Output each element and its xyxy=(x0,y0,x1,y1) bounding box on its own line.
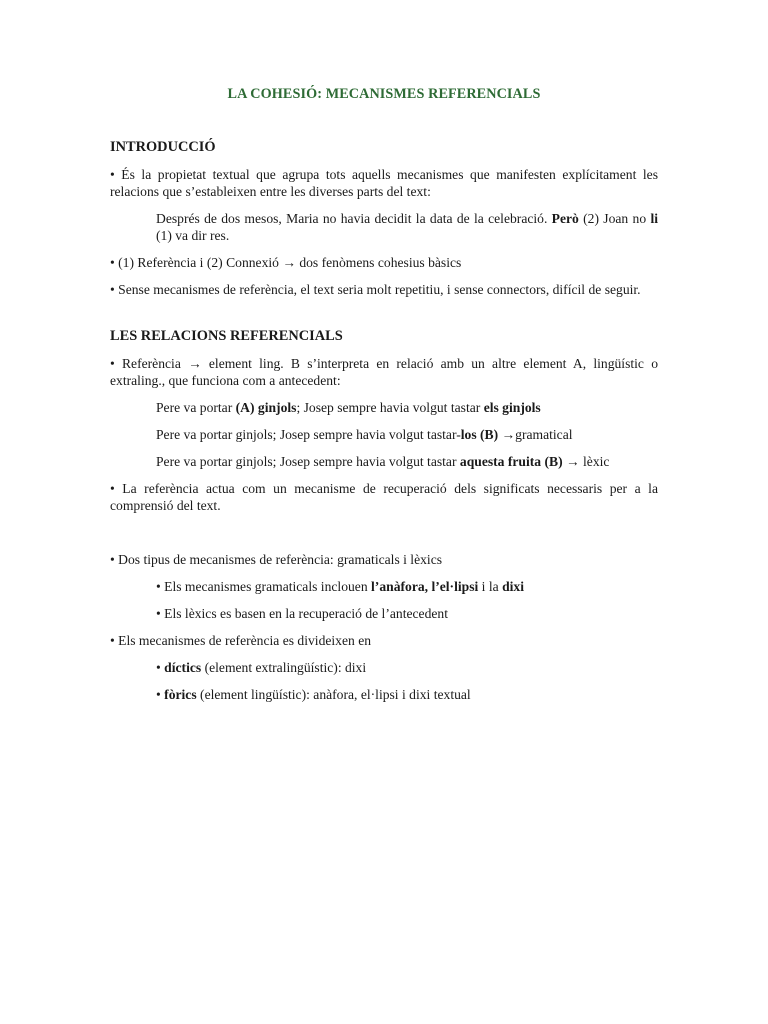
intro-example xyxy=(156,210,658,244)
example-text: →gramatical xyxy=(498,427,573,442)
list-text: (element lingüístic): anàfora, el·lipsi i dixi textual xyxy=(196,687,471,702)
example-text: Pere va portar ginjols; Josep sempre havia volgut tastar xyxy=(156,454,460,469)
example-text: Després de dos mesos, Maria no havia decidit la data de la celebració. xyxy=(156,211,552,226)
example-text: → lèxic xyxy=(562,454,610,469)
relacions-example-3 xyxy=(156,453,658,470)
list-text: • xyxy=(156,660,165,675)
intro-paragraph-2: • (1) Referència i (2) Connexió → dos fenòmens cohesius bàsics xyxy=(110,255,462,270)
section-gap xyxy=(110,308,658,328)
tipus-paragraph-1: • Dos tipus de mecanismes de referència: gramaticals i lèxics xyxy=(110,552,443,567)
page-title: LA COHESIÓ: MECANISMES REFERENCIALS xyxy=(227,86,541,102)
example-text: (1) va dir res. xyxy=(156,228,230,243)
example-bold: aquesta fruita (B) xyxy=(459,454,563,469)
example-bold-connector: Però xyxy=(551,211,579,226)
list-text: i la xyxy=(478,579,503,594)
list-text: • Els mecanismes gramaticals inclouen xyxy=(156,579,372,594)
relacions-paragraph-2: • La referència actua com un mecanisme de recuperació dels significats necessaris per a la comprensió del text. xyxy=(110,481,658,513)
list-bold: dixi xyxy=(502,579,524,594)
list-text: • xyxy=(156,687,165,702)
section-heading-relacions: LES RELACIONS REFERENCIALS xyxy=(110,328,343,344)
tipus-sub-forics xyxy=(156,686,658,703)
tipus-paragraph-2: • Els mecanismes de referència es divideixen en xyxy=(110,633,372,648)
section-heading-introduccio: INTRODUCCIÓ xyxy=(110,139,216,155)
list-bold: díctics xyxy=(164,660,202,675)
example-bold: (A) ginjols xyxy=(235,400,297,415)
intro-paragraph-1: • És la propietat textual que agrupa tots aquells mecanismes que manifesten explícitament les relacions que s’estableixen entre les diverses parts del text: xyxy=(110,167,658,199)
example-bold: los (B) xyxy=(460,427,499,442)
list-bold: fòrics xyxy=(164,687,197,702)
tipus-sub-lexics: • Els lèxics es basen en la recuperació de l’antecedent xyxy=(156,606,448,621)
list-text: (element extralingüístic): dixi xyxy=(201,660,367,675)
tipus-sub-gramaticals xyxy=(156,578,658,595)
relacions-example-1 xyxy=(156,399,658,416)
example-bold: els ginjols xyxy=(483,400,541,415)
example-text: ; Josep sempre havia volgut tastar xyxy=(296,400,484,415)
relacions-example-2 xyxy=(156,426,658,443)
section-gap xyxy=(110,524,658,551)
relacions-paragraph-1: • Referència → element ling. B s’interpreta en relació amb un altre element A, lingüístic o extraling., que funciona com a antecedent: xyxy=(110,356,658,388)
tipus-sub-dictics xyxy=(156,659,658,676)
list-bold: l’anàfora, l’el·lipsi xyxy=(371,579,479,594)
example-text: Pere va portar ginjols; Josep sempre havia volgut tastar- xyxy=(156,427,461,442)
example-bold-pronoun: li xyxy=(650,211,658,226)
intro-paragraph-3: • Sense mecanismes de referència, el text seria molt repetitiu, i sense connectors, difícil de seguir. xyxy=(110,282,641,297)
example-text: Pere va portar xyxy=(156,400,236,415)
example-text: (2) Joan no xyxy=(578,211,651,226)
